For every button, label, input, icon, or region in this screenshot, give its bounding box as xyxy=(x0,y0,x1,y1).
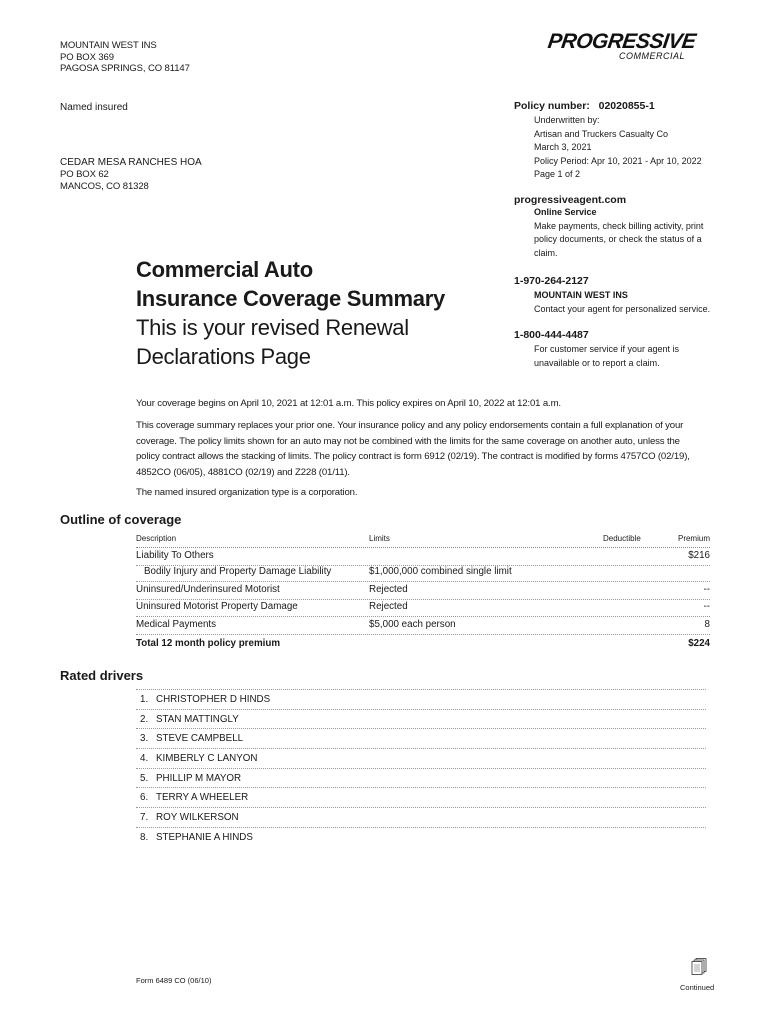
page-number: Page 1 of 2 xyxy=(534,169,581,179)
progressive-logo xyxy=(545,30,695,61)
coverage-limit: Rejected xyxy=(369,584,408,595)
driver-number: 1. xyxy=(140,694,149,705)
agent-desc: Contact your agent for personalized service. xyxy=(534,303,711,314)
logo-sub: COMMERCIAL xyxy=(618,51,685,61)
driver-name: STEPHANIE A HINDS xyxy=(156,831,253,843)
driver-item xyxy=(136,728,706,748)
online-service-desc: Make payments, check billing activity, print policy documents, or check the status of a claim. xyxy=(534,220,704,258)
coverage-limit: Rejected xyxy=(369,601,408,612)
coverage-desc: Medical Payments xyxy=(136,619,217,630)
title-line3: This is your revised Renewal xyxy=(136,315,409,340)
sender-line3: PAGOSA SPRINGS, CO 81147 xyxy=(60,63,190,74)
agent-phone: 1-970-264-2127 xyxy=(514,275,589,287)
driver-name: CHRISTOPHER D HINDS xyxy=(156,694,271,705)
col-premium: Premium xyxy=(677,534,710,543)
driver-number: 3. xyxy=(140,733,149,745)
driver-number: 7. xyxy=(140,812,149,824)
coverage-row xyxy=(136,582,710,600)
insured-address xyxy=(60,156,202,192)
coverage-premium: -- xyxy=(703,601,710,612)
online-service-title: Online Service xyxy=(534,207,597,217)
policy-number-line xyxy=(514,100,714,112)
cs-phone: 1-800-444-4487 xyxy=(514,329,589,341)
underwritten-label: Underwritten by: xyxy=(534,115,600,125)
insured-line3: MANCOS, CO 81328 xyxy=(60,180,149,192)
sender-name: MOUNTAIN WEST INS xyxy=(60,40,157,51)
title-line1: Commercial Auto xyxy=(136,257,313,282)
driver-item xyxy=(136,807,706,827)
driver-number: 5. xyxy=(140,772,149,784)
driver-number: 8. xyxy=(140,831,149,843)
policy-number-label: Policy number: xyxy=(514,100,590,112)
coverage-premium: -- xyxy=(703,584,710,595)
driver-item xyxy=(136,689,706,709)
coverage-row xyxy=(136,548,710,566)
driver-name: KIMBERLY C LANYON xyxy=(156,753,258,765)
coverage-table-header xyxy=(136,534,710,548)
col-deductible: Deductible xyxy=(603,534,641,543)
insured-name: CEDAR MESA RANCHES HOA xyxy=(60,157,202,168)
coverage-dates-paragraph: Your coverage begins on April 10, 2021 at 12:01 a.m. This policy expires on April 10, 2022 at 12:01 a.m. xyxy=(136,398,561,409)
sender-line2: PO BOX 369 xyxy=(60,51,114,63)
cs-desc: For customer service if your agent is unavailable or to report a claim. xyxy=(534,344,680,368)
document-title xyxy=(136,255,496,371)
contact-agent xyxy=(514,275,714,316)
driver-item xyxy=(136,709,706,729)
named-insured-label: Named insured xyxy=(60,102,128,113)
continued-indicator xyxy=(680,958,714,992)
coverage-premium: 8 xyxy=(704,619,710,630)
sender-address xyxy=(60,40,190,75)
policy-date: March 3, 2021 xyxy=(534,142,592,152)
policy-number: 02020855-1 xyxy=(598,100,655,112)
policy-info xyxy=(514,100,714,182)
coverage-heading: Outline of coverage xyxy=(60,512,182,527)
form-number: Form 6489 CO (06/10) xyxy=(136,976,212,985)
coverage-desc: Uninsured/Underinsured Motorist xyxy=(136,584,280,595)
coverage-limit: $1,000,000 combined single limit xyxy=(369,566,512,577)
drivers-heading: Rated drivers xyxy=(60,668,144,683)
contact-customer-service xyxy=(514,329,714,370)
coverage-desc: Liability To Others xyxy=(136,550,214,561)
driver-name: STAN MATTINGLY xyxy=(156,713,239,725)
driver-name: TERRY A WHEELER xyxy=(156,792,249,804)
driver-name: STEVE CAMPBELL xyxy=(156,733,244,745)
title-line4: Declarations Page xyxy=(136,344,311,369)
driver-item xyxy=(136,748,706,768)
driver-number: 2. xyxy=(140,713,149,725)
driver-number: 4. xyxy=(140,753,149,765)
driver-name: ROY WILKERSON xyxy=(156,812,239,824)
total-label: Total 12 month policy premium xyxy=(136,638,281,649)
coverage-desc: Bodily Injury and Property Damage Liability xyxy=(144,566,332,577)
insured-line2: PO BOX 62 xyxy=(60,169,109,180)
total-value: $224 xyxy=(688,638,710,649)
coverage-desc: Uninsured Motorist Property Damage xyxy=(136,601,298,612)
driver-item xyxy=(136,787,706,807)
driver-number: 6. xyxy=(140,792,149,804)
organization-type-paragraph: The named insured organization type is a corporation. xyxy=(136,487,358,498)
coverage-row xyxy=(136,599,710,617)
logo-brand: PROGRESSIVE xyxy=(546,30,697,53)
coverage-limit: $5,000 each person xyxy=(369,619,456,630)
underwriter: Artisan and Truckers Casualty Co xyxy=(534,128,669,139)
col-description: Description xyxy=(136,534,177,543)
contact-online xyxy=(514,194,714,260)
driver-name: PHILLIP M MAYOR xyxy=(156,772,242,784)
agent-name: MOUNTAIN WEST INS xyxy=(534,290,628,300)
title-line2: Insurance Coverage Summary xyxy=(136,286,445,311)
driver-item xyxy=(136,827,706,847)
drivers-list xyxy=(136,689,706,847)
continued-label: Continued xyxy=(680,983,715,992)
coverage-row xyxy=(136,564,710,582)
driver-item xyxy=(136,768,706,788)
coverage-total-row xyxy=(136,636,710,654)
coverage-premium: $216 xyxy=(688,550,710,561)
policy-period: Policy Period: Apr 10, 2021 - Apr 10, 2022 xyxy=(534,155,702,166)
web-address[interactable]: progressiveagent.com xyxy=(514,194,627,206)
coverage-summary-paragraph: This coverage summary replaces your prior one. Your insurance policy and any policy endorsements contain a full explanation of your coverage. The policy limits shown for an auto may not be combined with the limits for the same coverage on another auto, unless the policy contract allows the stacking of limits. The policy contract is form 6912 (02/19). The contract is modified by forms 4757CO (02/19), 4852CO (06/05), 4881CO (02/19) and Z228 (01/11). xyxy=(136,420,690,478)
coverage-row xyxy=(136,617,710,635)
col-limits: Limits xyxy=(369,534,390,543)
stacked-pages-icon xyxy=(691,958,707,976)
